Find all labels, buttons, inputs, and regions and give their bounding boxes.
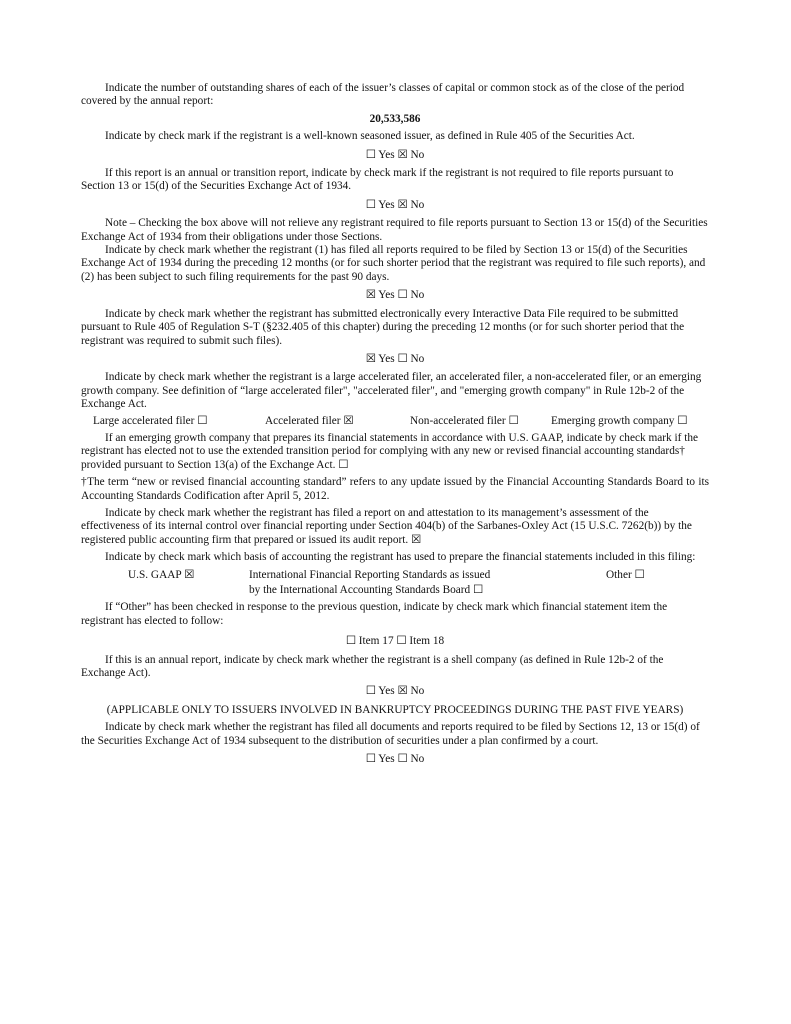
- shell-company-question: If this is an annual report, indicate by check mark whether the registrant is a shell company (as defined in Rule 12b-2 of the Exchange Act).: [81, 653, 664, 680]
- non-accelerated-filer-checkbox[interactable]: Non-accelerated filer ☐: [410, 414, 519, 427]
- emerging-growth-company-checkbox[interactable]: Emerging growth company ☐: [551, 414, 688, 427]
- other-item-checkbox[interactable]: ☐ Item 17 ☐ Item 18: [345, 635, 445, 648]
- ifrs-label-line-1: International Financial Reporting Standards as issued: [249, 568, 491, 581]
- cover-page-continuation: [81, 82, 709, 771]
- us-gaap-checkbox[interactable]: U.S. GAAP ☒: [128, 568, 195, 581]
- accounting-basis-options: [81, 569, 709, 598]
- filed-all-reports-question: Indicate by check mark whether the registrant (1) has filed all reports required to be filed by Section 13 or 15(d) of the Securities Exchange Act of 1934 during the preceding 12 months (or for such shorter period that the registrant was required to file such reports), and (2) has been subject to such filing requirements for the past 90 days.: [81, 244, 706, 283]
- icfr-attestation-question: Indicate by check mark whether the registrant has filed a report on and attestation to its management’s assessment of the effectiveness of its internal control over financial reporting under Section 404(b) of the Sarbanes-Oxley Act (15 U.S.C. 7262(b)) by the registered public accounting firm that prepared or issued its audit report. ☒: [81, 506, 692, 546]
- outstanding-shares-question: Indicate the number of outstanding shares of each of the issuer’s classes of capital or common stock as of the close of the period covered by the annual report:: [81, 82, 685, 108]
- filer-type-options: [81, 415, 709, 428]
- not-required-question: If this report is an annual or transition report, indicate by check mark if the registrant is not required to file reports pursuant to Section 13 or 15(d) of the Securities Exchange Act of 1934.: [81, 167, 674, 193]
- bankruptcy-heading: (APPLICABLE ONLY TO ISSUERS INVOLVED IN BANKRUPTCY PROCEEDINGS DURING THE PAST FIVE YEARS): [106, 703, 684, 716]
- ifrs-label-line-2: by the International Accounting Standards Board ☐: [249, 584, 484, 596]
- outstanding-shares-count: 20,533,586: [369, 112, 421, 125]
- filed-all-reports-checkbox[interactable]: ☒ Yes ☐ No: [365, 289, 425, 302]
- interactive-data-checkbox[interactable]: ☒ Yes ☐ No: [365, 352, 425, 365]
- large-accelerated-filer-checkbox[interactable]: Large accelerated filer ☐: [93, 414, 208, 427]
- wksi-question: Indicate by check mark if the registrant is a well-known seasoned issuer, as defined in Rule 405 of the Securities Act.: [105, 130, 635, 143]
- bankruptcy-checkbox[interactable]: ☐ Yes ☐ No: [365, 753, 425, 766]
- interactive-data-question: Indicate by check mark whether the registrant has submitted electronically every Interactive Data File required to be submitted pursuant to Rule 405 of Regulation S-T (§232.405 of this chapter) during the preceding 12 months (or for such shorter period that the registrant was required to submit such files).: [81, 307, 685, 347]
- filer-type-question: Indicate by check mark whether the registrant is a large accelerated filer, an accelerated filer, a non-accelerated filer, or an emerging growth company. See definition of “large accelerated filer", "accelerated filer", and "emerging growth company" in Rule 12b-2 of the Exchange Act.: [81, 371, 702, 411]
- other-item-question: If “Other” has been checked in response to the previous question, indicate by check mark which financial statement item the registrant has elected to follow:: [81, 601, 668, 627]
- other-basis-checkbox[interactable]: Other ☐: [606, 568, 645, 581]
- accelerated-filer-checkbox[interactable]: Accelerated filer ☒: [265, 414, 354, 427]
- egc-transition-question: If an emerging growth company that prepares its financial statements in accordance with U.S. GAAP, indicate by check mark if the registrant has elected not to use the extended transition period for complying with any new or revised financial accounting standards† provided pursuant to Section 13(a) of the Exchange Act. ☐: [81, 431, 699, 471]
- shell-company-checkbox[interactable]: ☐ Yes ☒ No: [365, 685, 425, 698]
- bankruptcy-question: Indicate by check mark whether the registrant has filed all documents and reports required to be filed by Sections 12, 13 or 15(d) of the Securities Exchange Act of 1934 subsequent to the distribution of securities under a plan confirmed by a court.: [81, 721, 700, 747]
- not-required-checkbox[interactable]: ☐ Yes ☒ No: [365, 198, 425, 211]
- footnote-new-standard: †The term “new or revised financial accounting standard” refers to any update issued by the Financial Accounting Standards Board to its Accounting Standards Codification after April 5, 2012.: [81, 476, 709, 502]
- accounting-basis-question: Indicate by check mark which basis of accounting the registrant has used to prepare the financial statements included in this filing:: [105, 551, 696, 564]
- note-paragraph: Note – Checking the box above will not relieve any registrant required to file reports pursuant to Section 13 or 15(d) of the Securities Exchange Act of 1934 from their obligations under those Sections.: [81, 217, 708, 243]
- ifrs-checkbox[interactable]: [249, 569, 606, 598]
- wksi-checkbox[interactable]: ☐ Yes ☒ No: [365, 148, 425, 161]
